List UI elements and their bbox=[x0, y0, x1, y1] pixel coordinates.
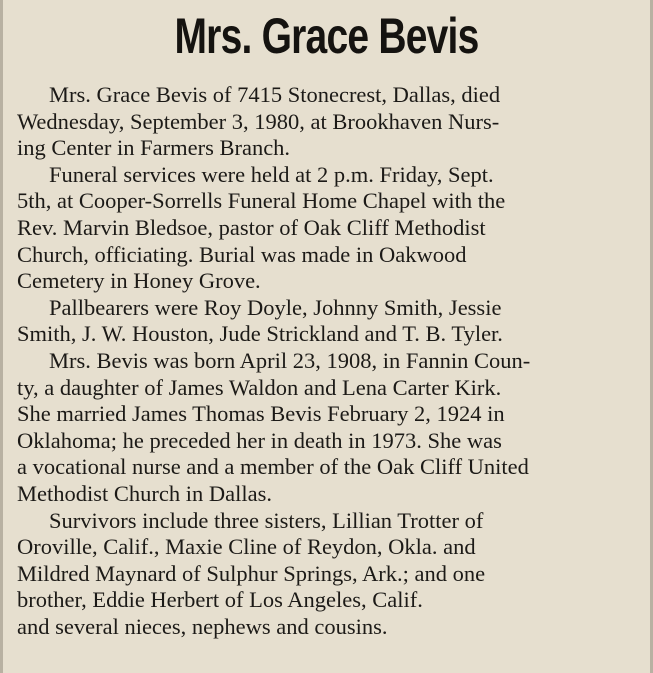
obituary-body bbox=[17, 82, 647, 640]
paragraph-line: ing Center in Farmers Branch. bbox=[17, 135, 291, 161]
paragraph-line: 5th, at Cooper-Sorrells Funeral Home Chapel with the bbox=[17, 188, 506, 214]
paragraph-line: a vocational nurse and a member of the Oak Cliff United bbox=[17, 454, 529, 480]
paragraph-line: Smith, J. W. Houston, Jude Strickland and T. B. Tyler. bbox=[17, 321, 503, 347]
paragraph-line: Oklahoma; he preceded her in death in 1973. She was bbox=[17, 427, 502, 453]
paragraph-line: and several nieces, nephews and cousins. bbox=[17, 613, 388, 639]
paragraph-line: Funeral services were held at 2 p.m. Friday, Sept. bbox=[49, 161, 494, 187]
paragraph-line: Methodist Church in Dallas. bbox=[17, 480, 272, 506]
paragraph-line: brother, Eddie Herbert of Los Angeles, Calif. bbox=[17, 587, 423, 613]
paragraph-line: She married James Thomas Bevis February 2, 1924 in bbox=[17, 401, 505, 427]
paragraph-line: Pallbearers were Roy Doyle, Johnny Smith, Jessie bbox=[49, 294, 502, 320]
paragraph-line: Survivors include three sisters, Lillian Trotter of bbox=[49, 507, 484, 533]
paragraph-line: Church, officiating. Burial was made in Oakwood bbox=[17, 241, 467, 267]
headline: Mrs. Grace Bevis bbox=[174, 8, 479, 64]
paragraph-line: ty, a daughter of James Waldon and Lena Carter Kirk. bbox=[17, 374, 502, 400]
paragraph-line: Mildred Maynard of Sulphur Springs, Ark.; and one bbox=[17, 560, 486, 586]
paragraph-line: Cemetery in Honey Grove. bbox=[17, 268, 261, 294]
paragraph-line: Oroville, Calif., Maxie Cline of Reydon, Okla. and bbox=[17, 534, 476, 560]
paragraph-line: Mrs. Bevis was born April 23, 1908, in Fannin Coun- bbox=[49, 347, 531, 373]
paragraph-line: Rev. Marvin Bledsoe, pastor of Oak Cliff Methodist bbox=[17, 214, 486, 240]
paragraph-line: Wednesday, September 3, 1980, at Brookhaven Nurs- bbox=[17, 108, 500, 134]
paragraph-line: Mrs. Grace Bevis of 7415 Stonecrest, Dallas, died bbox=[49, 82, 501, 107]
